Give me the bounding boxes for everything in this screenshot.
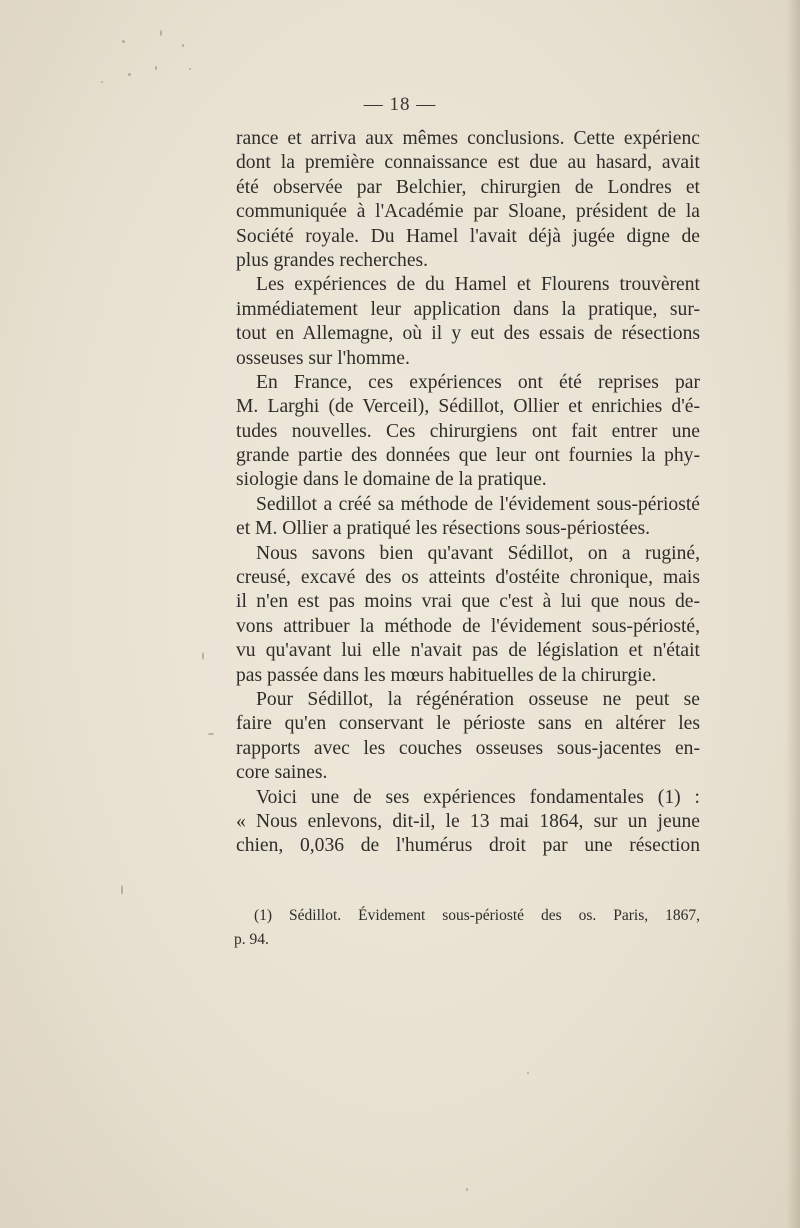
text-line: été observée par Belchier, chirurgien de Londres et: [236, 176, 700, 198]
text-line: dont la première connaissance est due au hasard, avait: [236, 152, 700, 174]
text-line: Nous savons bien qu'avant Sédillot, on a ruginé,: [256, 542, 700, 564]
paper-speck: [128, 73, 131, 76]
paper-speck: [202, 652, 204, 660]
paper-speck: [121, 885, 123, 895]
text-line: Sedillot a créé sa méthode de l'évidement sous-périosté: [256, 493, 700, 515]
paper-speck: [182, 44, 184, 47]
footnote: [234, 904, 700, 952]
page-edge-shadow: [786, 0, 800, 1228]
text-line: et M. Ollier a pratiqué les résections sous-périostées.: [236, 518, 651, 540]
text-line: creusé, excavé des os atteints d'ostéite chronique, mais: [236, 567, 700, 589]
text-line: Les expériences de du Hamel et Flourens trouvèrent: [256, 274, 700, 296]
footnote-line: p. 94.: [234, 931, 269, 948]
paper-speck: [189, 68, 191, 70]
text-line: rapports avec les couches osseuses sous-jacentes en-: [236, 737, 700, 759]
text-line: Pour Sédillot, la régénération osseuse ne peut se: [256, 688, 700, 710]
paper-speck: [101, 81, 103, 83]
text-line: M. Larghi (de Verceil), Sédillot, Ollier et enrichies d'é-: [236, 396, 700, 418]
text-line: vons attribuer la méthode de l'évidement sous-périosté,: [236, 615, 700, 637]
text-line: Société royale. Du Hamel l'avait déjà jugée digne de: [236, 225, 700, 247]
text-line: siologie dans le domaine de la pratique.: [236, 469, 547, 491]
text-line: communiquée à l'Académie par Sloane, président de la: [236, 201, 700, 223]
text-line: tudes nouvelles. Ces chirurgiens ont fait entrer une: [236, 420, 700, 442]
text-line: faire qu'en conservant le périoste sans en altérer les: [236, 713, 700, 735]
text-line: plus grandes recherches.: [236, 249, 429, 271]
paper-speck: [208, 733, 214, 735]
text-line: En France, ces expériences ont été reprises par: [256, 371, 700, 393]
footnote-line: (1) Sédillot. Évidement sous-périosté des os. Paris, 1867,: [254, 907, 700, 924]
text-line: osseuses sur l'homme.: [236, 347, 410, 369]
paper-speck: [122, 40, 125, 43]
paper-speck: [160, 30, 162, 36]
text-line: grande partie des données que leur ont fournies la phy-: [236, 445, 700, 467]
text-line: pas passée dans les mœurs habituelles de la chirurgie.: [236, 664, 657, 686]
paper-speck: [466, 1188, 468, 1191]
text-line: core saines.: [236, 762, 328, 784]
text-line: Voici une de ses expériences fondamentales (1) :: [256, 786, 700, 808]
paper-speck: [155, 66, 157, 70]
text-line: rance et arriva aux mêmes conclusions. Cette expérienc: [236, 128, 700, 149]
body-text: [236, 127, 700, 859]
text-line: « Nous enlevons, dit-il, le 13 mai 1864, sur un jeune: [236, 810, 700, 832]
text-line: vu qu'avant lui elle n'avait pas de législation et n'était: [236, 640, 700, 662]
text-line: tout en Allemagne, où il y eut des essais de résections: [236, 323, 700, 345]
text-line: immédiatement leur application dans la pratique, sur-: [236, 298, 700, 320]
paper-speck: [527, 1072, 529, 1074]
page-number: — 18 —: [363, 94, 437, 115]
text-line: chien, 0,036 de l'humérus droit par une résection: [236, 835, 700, 857]
text-line: il n'en est pas moins vrai que c'est à lui que nous de-: [236, 591, 700, 613]
